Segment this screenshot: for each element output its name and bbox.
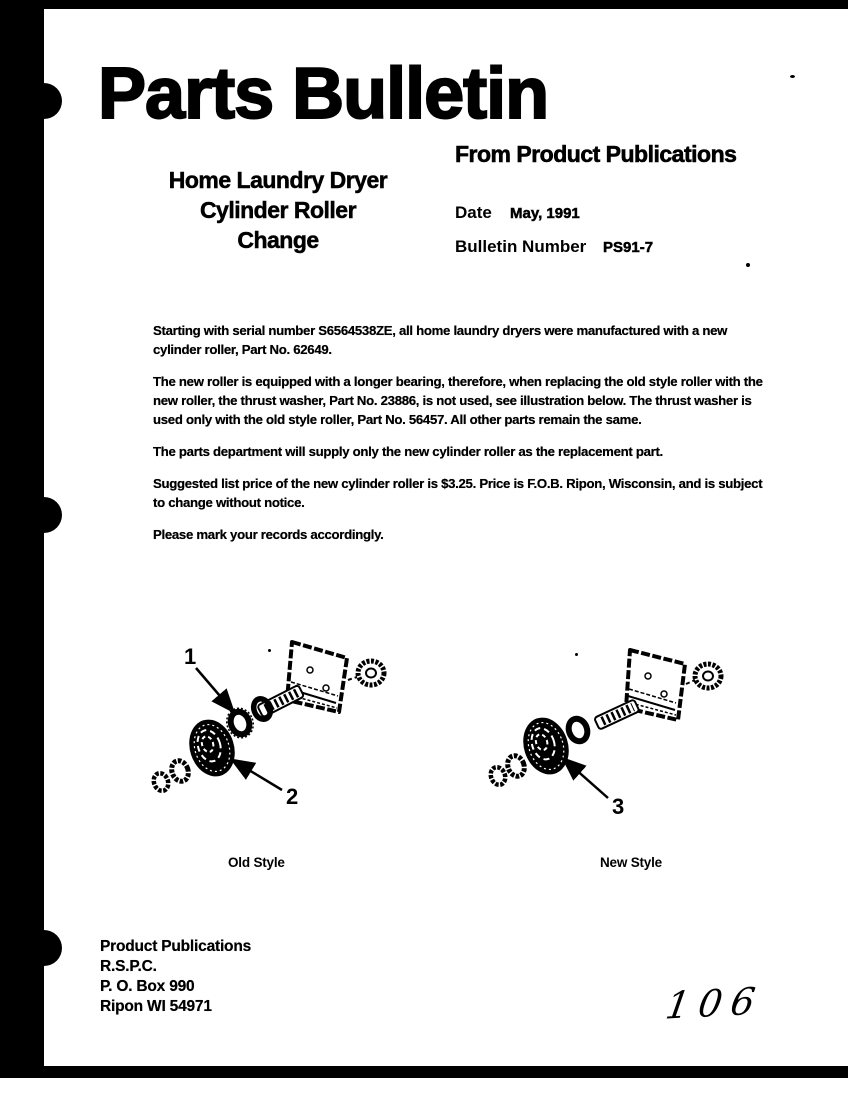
bearing-ring-icon [169, 758, 191, 783]
handwritten-page-number: 106 [662, 979, 767, 1028]
washer-icon [566, 716, 591, 744]
shaft-bolt-icon [594, 699, 639, 729]
publisher-city-state-zip: Ripon WI 54971 [100, 998, 212, 1015]
paragraph-new-roller: The new roller is equipped with a longer bearing, therefore, when replacing the old style roller with the new roller, the thrust washer, Part No. 23886, is not used, see illustration below. The thrust washer is used only with the old style roller, Part No. 56457. All other parts remain the same. [153, 374, 763, 427]
callout-number-2: 2 [286, 784, 299, 809]
scan-speck [746, 263, 750, 267]
scan-binder-mark [26, 930, 62, 966]
bulletin-masthead: Parts Bulletin [98, 54, 549, 134]
assembly-axis-line [686, 680, 695, 684]
from-line: From Product Publications [455, 141, 737, 167]
bulletin-number-label: Bulletin Number [455, 237, 587, 256]
new-style-exploded-diagram [470, 628, 760, 828]
figure-old-style [140, 628, 430, 828]
scan-binder-mark [26, 497, 62, 533]
scan-edge-top-bar [0, 0, 848, 9]
caption-old-style: Old Style [228, 855, 285, 870]
bulletin-number-value: PS91-7 [603, 239, 654, 256]
retainer-nut-icon [358, 661, 384, 685]
caption-new-style: New Style [600, 855, 662, 870]
subject-line-2: Cylinder Roller [199, 197, 357, 223]
old-style-exploded-diagram [140, 628, 430, 828]
publisher-name: Product Publications [100, 938, 252, 955]
paragraph-mark-records: Please mark your records accordingly. [153, 527, 384, 542]
date-label: Date [455, 203, 492, 222]
publisher-org: R.S.P.C. [100, 958, 157, 975]
figure-new-style [470, 628, 760, 828]
subject-line-1: Home Laundry Dryer [168, 167, 388, 193]
scan-speck [790, 75, 795, 78]
publisher-po-box: P. O. Box 990 [100, 978, 195, 995]
paragraph-list-price: Suggested list price of the new cylinder roller is $3.25. Price is F.O.B. Ripon, Wisconsin, and is subject to change without notice. [153, 476, 763, 510]
subject-title [128, 165, 428, 255]
bulletin-body [153, 321, 775, 557]
scan-edge-left-bar [0, 0, 44, 1077]
date-value: May, 1991 [510, 205, 580, 222]
paragraph-serial-number: Starting with serial number S6564538ZE, all home laundry dryers were manufactured with a new cylinder roller, Part No. 62649. [153, 323, 728, 357]
publisher-address-block [100, 937, 251, 1017]
scan-binder-mark [26, 83, 62, 119]
subject-line-3: Change [237, 227, 319, 253]
assembly-axis-line [348, 677, 357, 680]
callout-arrow-1 [196, 668, 232, 710]
date-row [455, 203, 815, 225]
callout-arrow-3 [565, 760, 608, 798]
bearing-ring-icon [151, 771, 170, 793]
retainer-nut-icon [695, 664, 721, 688]
scan-edge-bottom-bar [0, 1066, 848, 1078]
bulletin-number-row [455, 237, 815, 259]
paragraph-parts-department: The parts department will supply only the new cylinder roller as the replacement part. [153, 444, 663, 459]
bearing-ring-icon [488, 765, 507, 787]
callout-number-3: 3 [612, 794, 625, 819]
callout-arrow-2 [234, 761, 282, 790]
bearing-ring-icon [505, 753, 527, 778]
callout-number-1: 1 [184, 644, 197, 669]
